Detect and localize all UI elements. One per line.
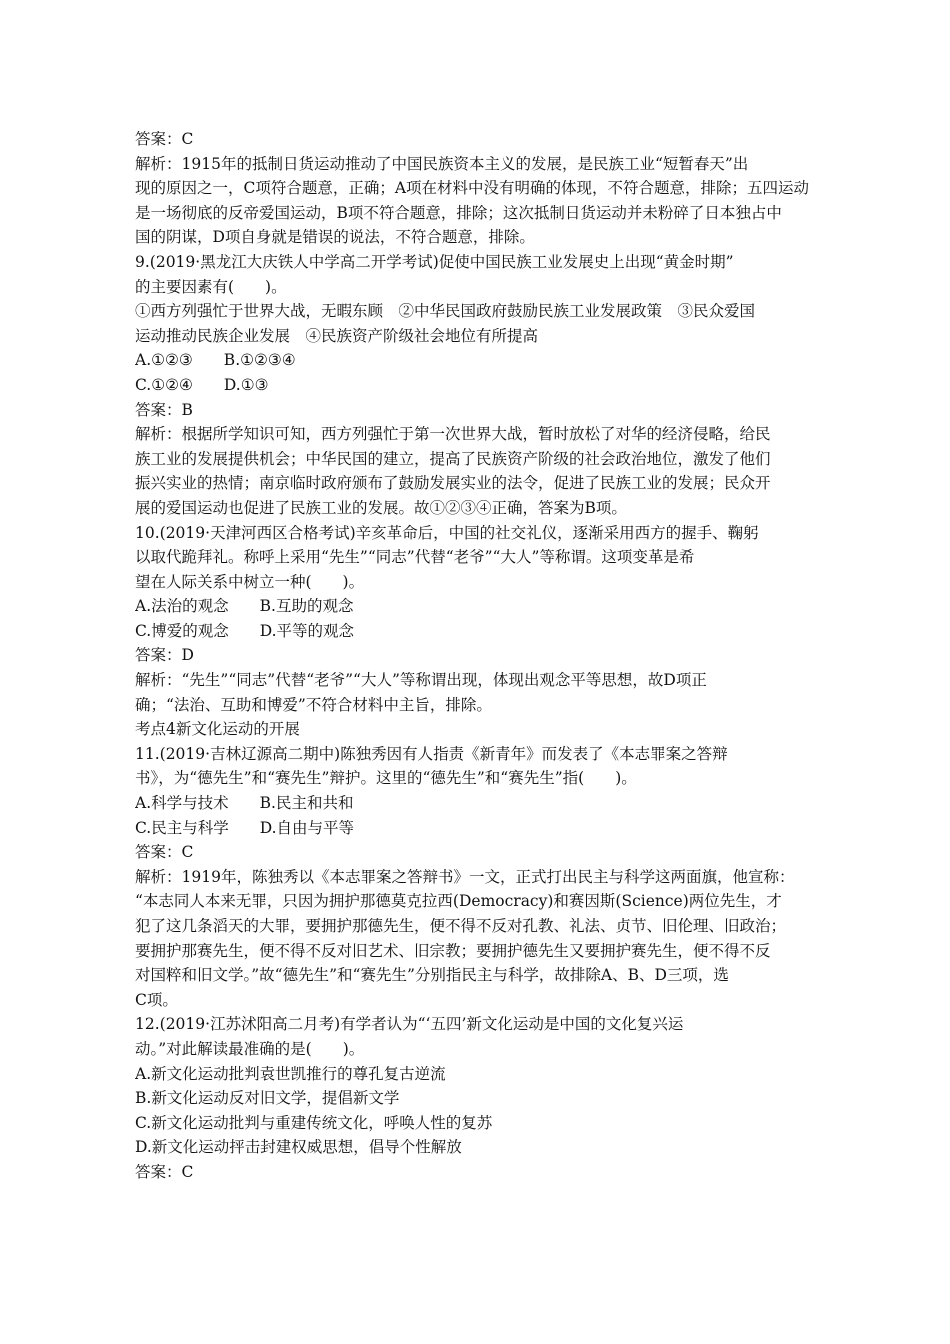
text-line: 现的原因之一，C项符合题意，正确；A项在材料中没有明确的体现，不符合题意，排除；五四运动 xyxy=(135,179,810,198)
text-line: “本志同人本来无罪，只因为拥护那德莫克拉西(Democracy)和赛因斯(Science)两位先生，才 xyxy=(135,892,782,911)
text-line: 望在人际关系中树立一种( )。 xyxy=(135,572,365,591)
text-line: C项。 xyxy=(135,990,178,1009)
text-line: 答案：D xyxy=(135,646,194,665)
text-line: 动。”对此解读最准确的是( )。 xyxy=(135,1039,365,1058)
text-line: A.新文化运动批判袁世凯推行的尊孔复古逆流 xyxy=(135,1064,446,1083)
text-line: A.科学与技术 B.民主和共和 xyxy=(135,794,354,813)
text-line: 的主要因素有( )。 xyxy=(135,277,287,296)
text-line: 振兴实业的热情；南京临时政府颁布了鼓励发展实业的法令，促进了民族工业的发展；民众开 xyxy=(135,474,771,493)
text-line: 解析：根据所学知识可知，西方列强忙于第一次世界大战，暂时放松了对华的经济侵略，给民 xyxy=(135,425,771,444)
text-line: 展的爱国运动也促进了民族工业的发展。故①②③④正确，答案为B项。 xyxy=(135,498,627,517)
text-line: 以取代跪拜礼。称呼上采用“先生”“同志”代替“老爷”“大人”等称谓。这项变革是希 xyxy=(135,548,695,567)
document-body xyxy=(135,127,825,1185)
text-line: 答案：C xyxy=(135,843,194,862)
text-line: A.①②③ B.①②③④ xyxy=(135,351,296,370)
text-line: 答案：C xyxy=(135,130,194,148)
text-line: 9.(2019·黑龙江大庆铁人中学高二开学考试)促使中国民族工业发展史上出现“黄金时期” xyxy=(135,252,734,271)
text-line: ①西方列强忙于世界大战，无暇东顾 ②中华民国政府鼓励民族工业发展政策 ③民众爱国 xyxy=(135,302,756,321)
text-line: C.民主与科学 D.自由与平等 xyxy=(135,818,355,837)
text-line: C.①②④ D.①③ xyxy=(135,375,269,394)
text-line: 国的阴谋，D项自身就是错误的说法，不符合题意，排除。 xyxy=(135,228,535,247)
text-line: 运动推动民族企业发展 ④民族资产阶级社会地位有所提高 xyxy=(135,326,539,345)
text-line: 11.(2019·吉林辽源高二期中)陈独秀因有人指责《新青年》而发表了《本志罪案之答辩 xyxy=(135,744,728,763)
text-line: 解析：1919年，陈独秀以《本志罪案之答辩书》一文，正式打出民主与科学这两面旗，他宣称： xyxy=(135,867,795,886)
text-line: 答案：C xyxy=(135,1162,194,1181)
text-line: 对国粹和旧文学。”故“德先生”和“赛先生”分别指民主与科学，故排除A、B、D三项，选 xyxy=(135,966,729,985)
text-line: B.新文化运动反对旧文学，提倡新文学 xyxy=(135,1089,400,1108)
text-line: A.法治的观念 B.互助的观念 xyxy=(135,597,354,616)
text-line: 答案：B xyxy=(135,400,193,419)
text-line: 书》，为“德先生”和“赛先生”辩护。这里的“德先生”和“赛先生”指( )。 xyxy=(135,769,637,788)
text-line: 10.(2019·天津河西区合格考试)辛亥革命后，中国的社交礼仪，逐渐采用西方的握手、鞠躬 xyxy=(135,523,759,542)
text-line: D.新文化运动抨击封建权威思想，倡导个性解放 xyxy=(135,1138,462,1157)
text-line: C.新文化运动批判与重建传统文化，呼唤人性的复苏 xyxy=(135,1113,493,1132)
text-line: 确；“法治、互助和博爱”不符合材料中主旨，排除。 xyxy=(135,695,492,714)
text-line: 族工业的发展提供机会；中华民国的建立，提高了民族资产阶级的社会政治地位，激发了他们 xyxy=(135,449,771,468)
text-line: C.博爱的观念 D.平等的观念 xyxy=(135,621,355,640)
text-line: 解析：“先生”“同志”代替“老爷”“大人”等称谓出现，体现出观念平等思想，故D项正 xyxy=(135,671,707,690)
text-line: 解析：1915年的抵制日货运动推动了中国民族资本主义的发展，是民族工业“短暂春天”出 xyxy=(135,154,749,173)
text-line: 12.(2019·江苏沭阳高二月考)有学者认为“‘五四’新文化运动是中国的文化复兴运 xyxy=(135,1015,684,1034)
text-line: 犯了这几条滔天的大罪，要拥护那德先生，便不得不反对孔教、礼法、贞节、旧伦理、旧政治； xyxy=(135,917,787,935)
text-line: 考点4新文化运动的开展 xyxy=(135,720,300,739)
text-line: 是一场彻底的反帝爱国运动，B项不符合题意，排除；这次抵制日货运动并未粉碎了日本独占中 xyxy=(135,203,782,222)
text-line: 要拥护那赛先生，便不得不反对旧艺术、旧宗教；要拥护德先生又要拥护赛先生，便不得不反 xyxy=(135,941,771,960)
